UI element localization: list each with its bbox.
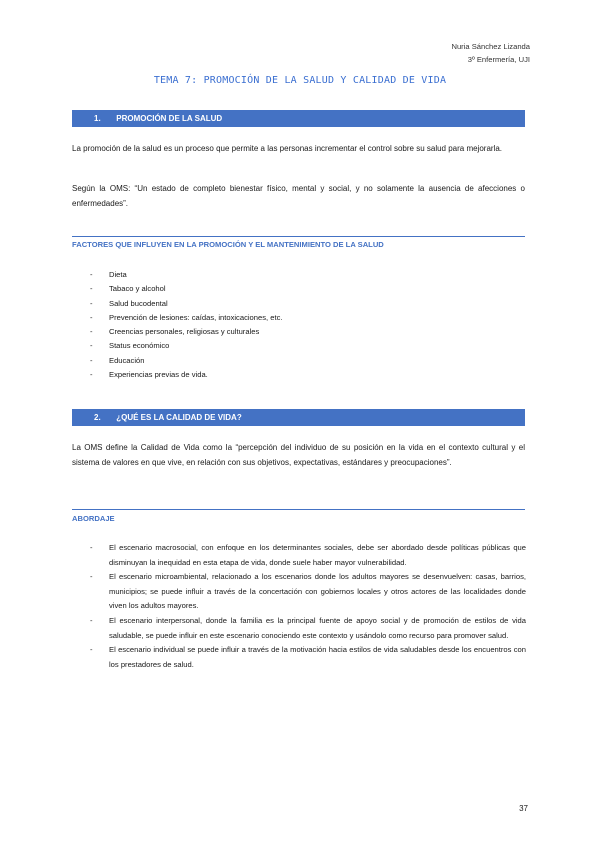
oms-definition-paragraph: Según la OMS: “Un estado de completo bienestar físico, mental y social, y no solamente la ausencia de afecciones o enfermedades”. <box>72 184 525 209</box>
list-item-text: Educación <box>109 355 145 365</box>
course-info: 3º Enfermería, UJI <box>467 55 530 64</box>
list-item-text: Tabaco y alcohol <box>109 284 166 294</box>
bullet-dash: - <box>90 270 93 279</box>
list-item <box>90 614 526 643</box>
author-name: Nuria Sánchez Lizanda <box>451 42 530 51</box>
bullet-dash: - <box>90 543 93 552</box>
abordaje-heading: ABORDAJE <box>72 514 115 523</box>
list-item <box>90 354 526 368</box>
list-item-text: Experiencias previas de vida. <box>109 370 208 380</box>
list-item <box>90 297 526 311</box>
list-item-text: Creencias personales, religiosas y culturales <box>109 327 260 337</box>
section-2-title: ¿QUÉ ES LA CALIDAD DE VIDA? <box>116 413 242 422</box>
bullet-dash: - <box>90 327 93 337</box>
factores-heading: FACTORES QUE INFLUYEN EN LA PROMOCIÓN Y EL MANTENIMIENTO DE LA SALUD <box>72 240 384 249</box>
section-1-header <box>72 110 525 127</box>
section-2-number: 2. <box>94 413 101 422</box>
bullet-dash: - <box>90 572 93 582</box>
section-1-title: PROMOCIÓN DE LA SALUD <box>116 114 223 123</box>
factores-divider <box>72 236 525 237</box>
list-item <box>90 541 526 570</box>
list-item-text: El escenario interpersonal, donde la familia es la principal fuente de apoyo social y de promoción de estilos de vida saludable, se puede influir en este escenario conociendo este contexto y usándolo como recurso para promover salud. <box>109 615 526 640</box>
bullet-dash: - <box>90 284 93 294</box>
bullet-dash: - <box>90 312 93 322</box>
page-number: 37 <box>519 804 528 813</box>
list-item <box>90 368 526 382</box>
page-header <box>451 40 530 66</box>
list-item <box>90 643 526 672</box>
abordaje-list <box>90 541 526 672</box>
section-2-header <box>72 409 525 426</box>
list-item-text: Status económico <box>109 341 170 351</box>
list-item <box>90 311 526 325</box>
list-item-text: El escenario microambiental, relacionado a los escenarios donde los adultos mayores se desenvuelven: casas, barrios, municipios; se puede influir a través de la concertación con gobiernos locales y otros actores de las localidades donde viven los adultos mayores. <box>109 572 526 611</box>
list-item-text: Prevención de lesiones: caídas, intoxicaciones, etc. <box>109 312 283 322</box>
bullet-dash: - <box>90 341 93 351</box>
list-item-text: El escenario individual se puede influir a través de la motivación hacia estilos de vida saludables desde los encuentros con los prestadores de salud. <box>109 645 526 669</box>
bullet-dash: - <box>90 298 93 308</box>
list-item <box>90 339 526 353</box>
bullet-dash: - <box>90 615 93 625</box>
document-title: TEMA 7: PROMOCIÓN DE LA SALUD Y CALIDAD DE VIDA <box>153 75 447 86</box>
promocion-definition-paragraph: La promoción de la salud es un proceso que permite a las personas incrementar el control sobre su salud para mejorarla. <box>72 144 503 153</box>
list-item-text: El escenario macrosocial, con enfoque en los determinantes sociales, debe ser abordado desde políticas públicas que disminuyan la inequidad en esta etapa de vida, donde suele haber mayor vulnerabilidad. <box>109 543 526 567</box>
bullet-dash: - <box>90 370 93 380</box>
list-item <box>90 570 526 614</box>
section-1-number: 1. <box>94 114 101 123</box>
abordaje-divider <box>72 509 525 510</box>
bullet-dash: - <box>90 355 93 365</box>
list-item <box>90 282 526 296</box>
list-item <box>90 268 526 282</box>
list-item <box>90 325 526 339</box>
calidad-vida-paragraph: La OMS define la Calidad de Vida como la “percepción del individuo de su posición en la vida en el contexto cultural y el sistema de valores en que vive, en relación con sus objetivos, expectativas, estándares y preocupaciones”. <box>72 443 525 468</box>
list-item-text: Salud bucodental <box>109 298 168 308</box>
bullet-dash: - <box>90 645 93 655</box>
factores-list <box>90 268 526 382</box>
list-item-text: Dieta <box>109 270 127 279</box>
